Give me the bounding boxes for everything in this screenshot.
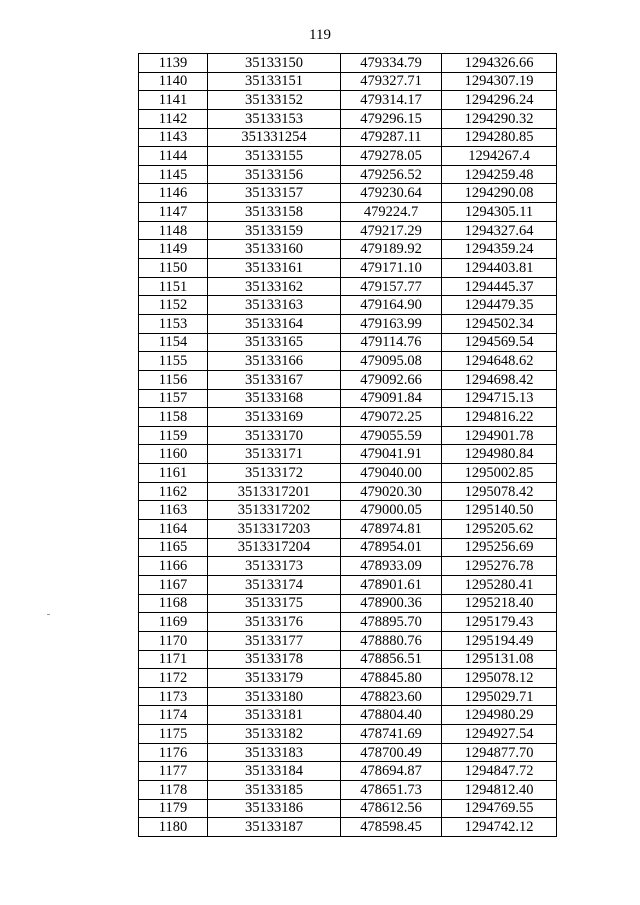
x-coordinate-cell: 478694.87 — [341, 762, 442, 781]
table-row — [139, 72, 557, 91]
point-code-cell: 35133186 — [208, 799, 341, 818]
x-coordinate-cell: 479055.59 — [341, 426, 442, 445]
point-number-cell: 1165 — [139, 538, 208, 557]
table-row — [139, 91, 557, 110]
point-code-cell: 35133157 — [208, 184, 341, 203]
point-code-cell: 35133181 — [208, 706, 341, 725]
table-row — [139, 352, 557, 371]
point-number-cell: 1148 — [139, 221, 208, 240]
point-code-cell: 35133172 — [208, 464, 341, 483]
point-code-cell: 35133152 — [208, 91, 341, 110]
y-coordinate-cell: 1295078.42 — [442, 482, 557, 501]
x-coordinate-cell: 479092.66 — [341, 370, 442, 389]
point-code-cell: 35133180 — [208, 687, 341, 706]
point-number-cell: 1174 — [139, 706, 208, 725]
y-coordinate-cell: 1295218.40 — [442, 594, 557, 613]
x-coordinate-cell: 479217.29 — [341, 221, 442, 240]
y-coordinate-cell: 1295194.49 — [442, 631, 557, 650]
table-row — [139, 277, 557, 296]
x-coordinate-cell: 479314.17 — [341, 91, 442, 110]
table-row — [139, 482, 557, 501]
point-code-cell: 35133164 — [208, 314, 341, 333]
point-code-cell: 35133184 — [208, 762, 341, 781]
y-coordinate-cell: 1294698.42 — [442, 370, 557, 389]
y-coordinate-cell: 1294267.4 — [442, 147, 557, 166]
point-number-cell: 1152 — [139, 296, 208, 315]
y-coordinate-cell: 1294980.84 — [442, 445, 557, 464]
table-row — [139, 780, 557, 799]
y-coordinate-cell: 1294305.11 — [442, 203, 557, 222]
x-coordinate-cell: 478741.69 — [341, 725, 442, 744]
x-coordinate-cell: 479287.11 — [341, 128, 442, 147]
x-coordinate-cell: 479256.52 — [341, 165, 442, 184]
x-coordinate-cell: 479157.77 — [341, 277, 442, 296]
point-code-cell: 35133187 — [208, 818, 341, 837]
table-row — [139, 538, 557, 557]
y-coordinate-cell: 1294445.37 — [442, 277, 557, 296]
y-coordinate-cell: 1294927.54 — [442, 725, 557, 744]
point-number-cell: 1139 — [139, 54, 208, 73]
y-coordinate-cell: 1294980.29 — [442, 706, 557, 725]
table-row — [139, 333, 557, 352]
point-number-cell: 1176 — [139, 743, 208, 762]
table-row — [139, 613, 557, 632]
point-number-cell: 1150 — [139, 259, 208, 278]
point-number-cell: 1155 — [139, 352, 208, 371]
x-coordinate-cell: 479189.92 — [341, 240, 442, 259]
point-code-cell: 3513317203 — [208, 520, 341, 539]
point-number-cell: 1162 — [139, 482, 208, 501]
y-coordinate-cell: 1294359.24 — [442, 240, 557, 259]
y-coordinate-cell: 1295002.85 — [442, 464, 557, 483]
table-row — [139, 184, 557, 203]
point-number-cell: 1178 — [139, 780, 208, 799]
x-coordinate-cell: 479020.30 — [341, 482, 442, 501]
point-number-cell: 1172 — [139, 669, 208, 688]
point-number-cell: 1175 — [139, 725, 208, 744]
point-code-cell: 35133167 — [208, 370, 341, 389]
x-coordinate-cell: 479164.90 — [341, 296, 442, 315]
table-row — [139, 669, 557, 688]
x-coordinate-cell: 478823.60 — [341, 687, 442, 706]
x-coordinate-cell: 478880.76 — [341, 631, 442, 650]
y-coordinate-cell: 1294326.66 — [442, 54, 557, 73]
point-code-cell: 35133178 — [208, 650, 341, 669]
table-row — [139, 370, 557, 389]
x-coordinate-cell: 478856.51 — [341, 650, 442, 669]
point-number-cell: 1140 — [139, 72, 208, 91]
y-coordinate-cell: 1294403.81 — [442, 259, 557, 278]
x-coordinate-cell: 479072.25 — [341, 408, 442, 427]
point-code-cell: 35133151 — [208, 72, 341, 91]
y-coordinate-cell: 1295205.62 — [442, 520, 557, 539]
table-row — [139, 389, 557, 408]
table-row — [139, 687, 557, 706]
x-coordinate-cell: 478804.40 — [341, 706, 442, 725]
point-code-cell: 35133168 — [208, 389, 341, 408]
point-number-cell: 1153 — [139, 314, 208, 333]
point-code-cell: 35133179 — [208, 669, 341, 688]
point-code-cell: 35133183 — [208, 743, 341, 762]
point-code-cell: 35133182 — [208, 725, 341, 744]
scan-speck — [47, 614, 50, 615]
y-coordinate-cell: 1294280.85 — [442, 128, 557, 147]
table-row — [139, 464, 557, 483]
y-coordinate-cell: 1294901.78 — [442, 426, 557, 445]
table-row — [139, 743, 557, 762]
y-coordinate-cell: 1294307.19 — [442, 72, 557, 91]
point-code-cell: 35133175 — [208, 594, 341, 613]
point-number-cell: 1161 — [139, 464, 208, 483]
point-number-cell: 1169 — [139, 613, 208, 632]
point-number-cell: 1170 — [139, 631, 208, 650]
table-row — [139, 725, 557, 744]
x-coordinate-cell: 479171.10 — [341, 259, 442, 278]
point-number-cell: 1142 — [139, 109, 208, 128]
point-code-cell: 35133150 — [208, 54, 341, 73]
point-number-cell: 1164 — [139, 520, 208, 539]
table-row — [139, 594, 557, 613]
point-code-cell: 35133155 — [208, 147, 341, 166]
table-row — [139, 445, 557, 464]
point-code-cell: 35133159 — [208, 221, 341, 240]
table-row — [139, 557, 557, 576]
point-number-cell: 1158 — [139, 408, 208, 427]
point-number-cell: 1166 — [139, 557, 208, 576]
y-coordinate-cell: 1294327.64 — [442, 221, 557, 240]
table-row — [139, 575, 557, 594]
x-coordinate-cell: 479163.99 — [341, 314, 442, 333]
table-row — [139, 706, 557, 725]
table-row — [139, 296, 557, 315]
x-coordinate-cell: 478974.81 — [341, 520, 442, 539]
y-coordinate-cell: 1294648.62 — [442, 352, 557, 371]
y-coordinate-cell: 1294569.54 — [442, 333, 557, 352]
y-coordinate-cell: 1294877.70 — [442, 743, 557, 762]
table-row — [139, 631, 557, 650]
x-coordinate-cell: 479327.71 — [341, 72, 442, 91]
table-row — [139, 408, 557, 427]
table-row — [139, 314, 557, 333]
y-coordinate-cell: 1295256.69 — [442, 538, 557, 557]
y-coordinate-cell: 1294479.35 — [442, 296, 557, 315]
x-coordinate-cell: 478700.49 — [341, 743, 442, 762]
y-coordinate-cell: 1294290.32 — [442, 109, 557, 128]
point-number-cell: 1163 — [139, 501, 208, 520]
point-code-cell: 35133171 — [208, 445, 341, 464]
x-coordinate-cell: 478954.01 — [341, 538, 442, 557]
y-coordinate-cell: 1295131.08 — [442, 650, 557, 669]
point-number-cell: 1168 — [139, 594, 208, 613]
page-number: 119 — [309, 27, 331, 43]
x-coordinate-cell: 479114.76 — [341, 333, 442, 352]
point-code-cell: 35133169 — [208, 408, 341, 427]
x-coordinate-cell: 479000.05 — [341, 501, 442, 520]
table-row — [139, 799, 557, 818]
table-row — [139, 762, 557, 781]
point-number-cell: 1180 — [139, 818, 208, 837]
y-coordinate-cell: 1295140.50 — [442, 501, 557, 520]
point-code-cell: 35133161 — [208, 259, 341, 278]
x-coordinate-cell: 478598.45 — [341, 818, 442, 837]
table-row — [139, 520, 557, 539]
table-row — [139, 221, 557, 240]
point-code-cell: 35133185 — [208, 780, 341, 799]
point-code-cell: 35133163 — [208, 296, 341, 315]
point-number-cell: 1173 — [139, 687, 208, 706]
point-number-cell: 1144 — [139, 147, 208, 166]
table-row — [139, 54, 557, 73]
table-row — [139, 109, 557, 128]
coordinates-table-body — [139, 54, 557, 837]
x-coordinate-cell: 479091.84 — [341, 389, 442, 408]
point-code-cell: 351331254 — [208, 128, 341, 147]
point-number-cell: 1157 — [139, 389, 208, 408]
x-coordinate-cell: 479296.15 — [341, 109, 442, 128]
point-number-cell: 1143 — [139, 128, 208, 147]
point-number-cell: 1146 — [139, 184, 208, 203]
y-coordinate-cell: 1294290.08 — [442, 184, 557, 203]
y-coordinate-cell: 1295029.71 — [442, 687, 557, 706]
y-coordinate-cell: 1295179.43 — [442, 613, 557, 632]
coordinates-table — [138, 53, 557, 837]
x-coordinate-cell: 478612.56 — [341, 799, 442, 818]
x-coordinate-cell: 479334.79 — [341, 54, 442, 73]
y-coordinate-cell: 1294847.72 — [442, 762, 557, 781]
point-code-cell: 35133156 — [208, 165, 341, 184]
point-number-cell: 1149 — [139, 240, 208, 259]
point-code-cell: 3513317202 — [208, 501, 341, 520]
table-row — [139, 147, 557, 166]
point-code-cell: 35133173 — [208, 557, 341, 576]
point-number-cell: 1177 — [139, 762, 208, 781]
point-number-cell: 1145 — [139, 165, 208, 184]
point-code-cell: 35133176 — [208, 613, 341, 632]
table-row — [139, 650, 557, 669]
point-number-cell: 1167 — [139, 575, 208, 594]
point-number-cell: 1147 — [139, 203, 208, 222]
point-number-cell: 1156 — [139, 370, 208, 389]
point-number-cell: 1171 — [139, 650, 208, 669]
x-coordinate-cell: 479230.64 — [341, 184, 442, 203]
point-number-cell: 1141 — [139, 91, 208, 110]
x-coordinate-cell: 478933.09 — [341, 557, 442, 576]
point-code-cell: 35133170 — [208, 426, 341, 445]
table-row — [139, 128, 557, 147]
point-number-cell: 1179 — [139, 799, 208, 818]
y-coordinate-cell: 1294816.22 — [442, 408, 557, 427]
point-number-cell: 1154 — [139, 333, 208, 352]
point-code-cell: 35133166 — [208, 352, 341, 371]
point-number-cell: 1151 — [139, 277, 208, 296]
point-code-cell: 35133177 — [208, 631, 341, 650]
y-coordinate-cell: 1294812.40 — [442, 780, 557, 799]
table-row — [139, 501, 557, 520]
x-coordinate-cell: 479040.00 — [341, 464, 442, 483]
x-coordinate-cell: 478901.61 — [341, 575, 442, 594]
y-coordinate-cell: 1294715.13 — [442, 389, 557, 408]
table-row — [139, 818, 557, 837]
table-row — [139, 259, 557, 278]
y-coordinate-cell: 1294742.12 — [442, 818, 557, 837]
x-coordinate-cell: 478895.70 — [341, 613, 442, 632]
point-code-cell: 35133162 — [208, 277, 341, 296]
point-code-cell: 3513317201 — [208, 482, 341, 501]
point-number-cell: 1160 — [139, 445, 208, 464]
x-coordinate-cell: 478845.80 — [341, 669, 442, 688]
table-row — [139, 203, 557, 222]
point-code-cell: 35133153 — [208, 109, 341, 128]
y-coordinate-cell: 1294296.24 — [442, 91, 557, 110]
y-coordinate-cell: 1295280.41 — [442, 575, 557, 594]
y-coordinate-cell: 1295276.78 — [442, 557, 557, 576]
x-coordinate-cell: 479041.91 — [341, 445, 442, 464]
point-code-cell: 35133165 — [208, 333, 341, 352]
y-coordinate-cell: 1294259.48 — [442, 165, 557, 184]
point-code-cell: 35133158 — [208, 203, 341, 222]
x-coordinate-cell: 479278.05 — [341, 147, 442, 166]
point-code-cell: 35133160 — [208, 240, 341, 259]
point-code-cell: 3513317204 — [208, 538, 341, 557]
table-row — [139, 426, 557, 445]
x-coordinate-cell: 479095.08 — [341, 352, 442, 371]
point-code-cell: 35133174 — [208, 575, 341, 594]
x-coordinate-cell: 478900.36 — [341, 594, 442, 613]
table-row — [139, 240, 557, 259]
y-coordinate-cell: 1294502.34 — [442, 314, 557, 333]
point-number-cell: 1159 — [139, 426, 208, 445]
x-coordinate-cell: 478651.73 — [341, 780, 442, 799]
x-coordinate-cell: 479224.7 — [341, 203, 442, 222]
y-coordinate-cell: 1294769.55 — [442, 799, 557, 818]
table-row — [139, 165, 557, 184]
y-coordinate-cell: 1295078.12 — [442, 669, 557, 688]
